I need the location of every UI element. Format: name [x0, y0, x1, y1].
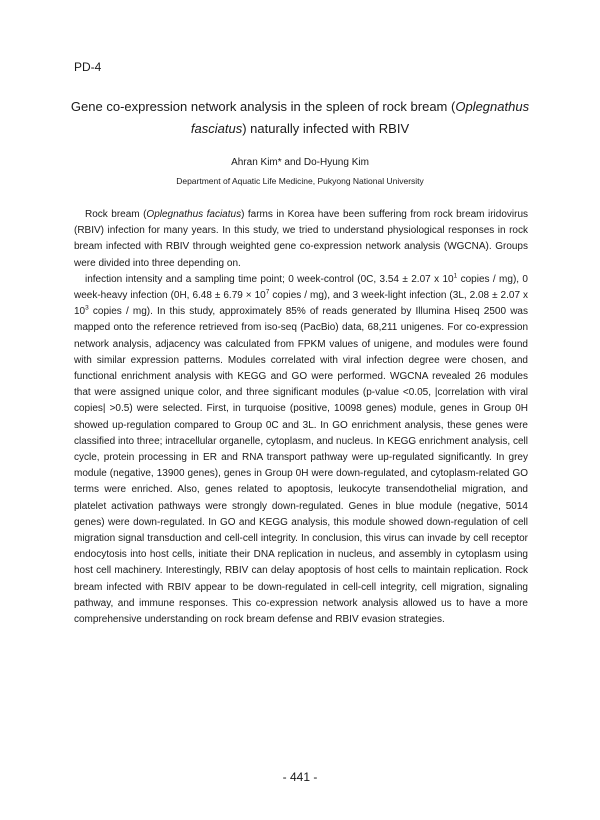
abstract-text: infection intensity and a sampling time point; 0 week-control (0C, 3.54 ± 2.07 x 10	[85, 273, 454, 285]
title-text-post: ) naturally infected with RBIV	[242, 121, 410, 136]
affiliation: Department of Aquatic Life Medicine, Pukyong National University	[176, 176, 424, 186]
abstract-text: Rock bream (	[85, 209, 147, 220]
abstract-text: ) farms in Korea have been suffering from rock bream iridovirus (RBIV) infection for many years. In this study, we tried to understand physiological responses in rock bream infected with RBIV through weighted gene co-expression network analysis (WGCNA). Groups were divided into three depending on.	[74, 209, 529, 269]
authors: Ahran Kim* and Do-Hyung Kim	[231, 157, 369, 168]
exponent: 3	[85, 304, 89, 312]
abstract-code: PD-4	[74, 60, 102, 74]
abstract-text: copies / mg). In this study, approximately 85% of reads generated by Illumina Hiseq 2500 was mapped onto the reference retrieved from iso-seq (PacBio) data, 68,211 unigenes. For co-expression network analysis, adjacency was calculated from FPKM values of unigene, and modules were found with similar expression patterns. Modules correlated with viral infection degree were chosen, and functional enrichment analysis with KEGG and GO were performed. WGCNA revealed 26 modules that were assigned unique color, and three significant modules (p-value <0.05, |correlation with viral copies| >0.5) were selected. First, in turquoise (positive, 10098 genes) module, genes in Group 0H showed up-regulation compared to Group 0C and 3L. In GO enrichment analysis, these genes were classified into three; intracellular organelle, cytoplasm, and nucleus. In KEGG enrichment analysis, cell cycle, protein processing in ER and RNA transport pathway were up-regulated significantly. In grey module (negative, 13900 genes), genes in Group 0H were down-regulated, and cytoplasm-related GO terms were enriched. Also, genes related to apoptosis, leukocyte transendothelial migration, and platelet activation pathways were strongly down-regulated. Genes in blue module (negative, 5014 genes) were down-regulated. In GO and KEGG analysis, this module showed down-regulation of cell migration signal transduction and cell-cell integrity. In conclusion, this virus can invade by cell receptor endocytosis into host cells, initiate their DNA replication in nucleus, and assembly in cytoplasm using host cell machinery. Interestingly, RBIV can delay apoptosis of host cells to maintain replication. Rock bream infected with RBIV appear to be down-regulated in cell-cell integrity, cell migration, signaling pathway, and immune responses. This co-expression network analysis allowed us to have a more comprehensive understanding on rock bream defense and RBIV evasion strategies.	[74, 306, 528, 626]
title-text-pre: Gene co-expression network analysis in the spleen of rock bream (	[70, 99, 456, 114]
abstract-text: copies / mg), and 3 week-light infection (3L, 2.08 ± 2.07 x 10	[74, 290, 528, 318]
page-number: - 441 -	[282, 770, 318, 784]
paper-title	[70, 96, 530, 140]
abstract-paragraph-2	[74, 272, 528, 628]
abstract-species: Oplegnathus faciatus	[146, 209, 242, 220]
abstract-body	[74, 207, 528, 628]
exponent: 7	[265, 288, 270, 296]
title-species: Oplegnathus fasciatus	[190, 99, 530, 136]
exponent: 1	[453, 272, 458, 280]
abstract-paragraph-1	[74, 207, 528, 272]
abstract-text: copies / mg), 0 week-heavy infection (0H, 6.48 ± 6.79 × 10	[74, 273, 528, 302]
